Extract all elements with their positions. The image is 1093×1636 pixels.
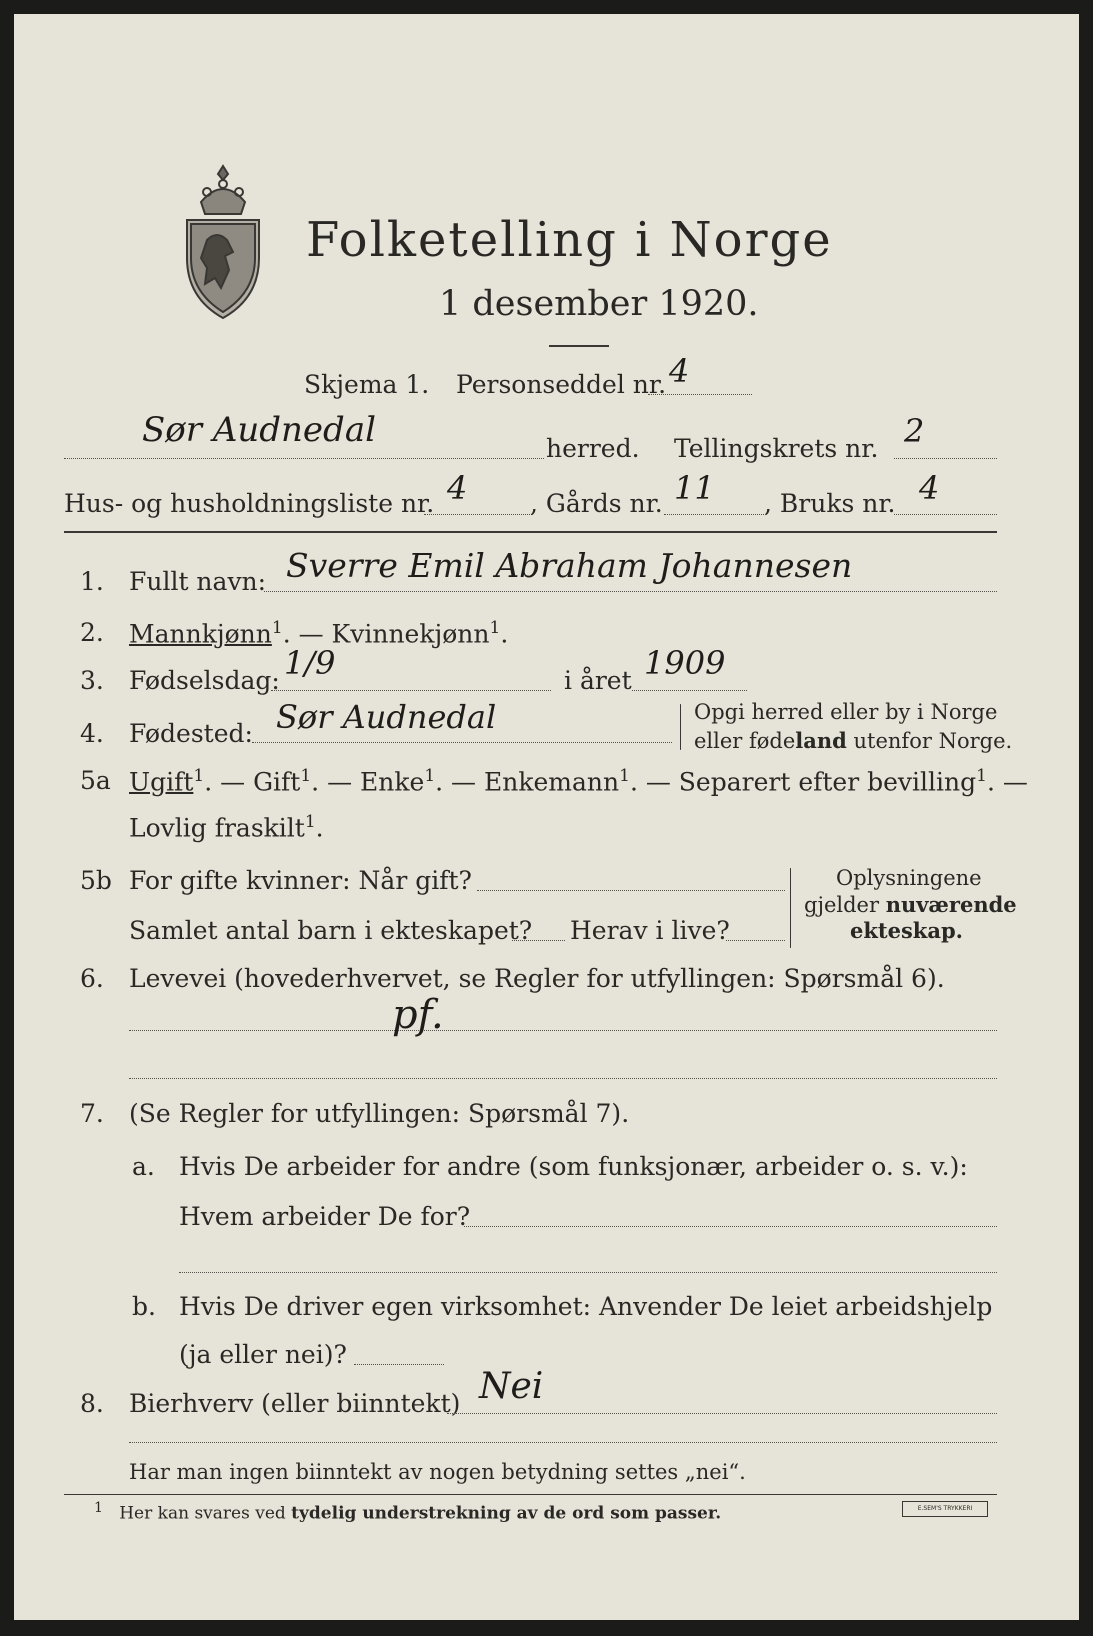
herred-value: Sør Audnedal	[142, 410, 376, 450]
q7b-question: (ja eller nei)?	[179, 1340, 347, 1369]
q2-male: Mannkjønn	[129, 619, 272, 649]
q5b-note1: Oplysningene	[836, 866, 982, 890]
skjema-label: Skjema 1.	[304, 370, 430, 399]
q8-note: Har man ingen biinntekt av nogen betydning settes „nei“.	[129, 1460, 746, 1484]
q1-number: 1.	[80, 567, 104, 596]
gards-label: , Gårds nr.	[530, 489, 663, 518]
q4-label: Fødested:	[129, 719, 253, 748]
q7a-text: Hvis De arbeider for andre (som funksjonær, arbeider o. s. v.):	[179, 1152, 968, 1181]
q4-place-value: Sør Audnedal	[276, 698, 497, 736]
q1-label: Fullt navn:	[129, 567, 267, 596]
q5b-number: 5b	[80, 866, 112, 895]
q6-label: Levevei (hovederhvervet, se Regler for utfyllingen: Spørsmål 6).	[129, 964, 945, 993]
q2-number: 2.	[80, 618, 104, 647]
q6-occupation-value: pf.	[392, 992, 444, 1038]
q3-label: Fødselsdag:	[129, 666, 280, 695]
personseddel-label: Personseddel nr.	[456, 370, 667, 399]
hus-label: Hus- og husholdningsliste nr.	[64, 489, 435, 518]
form-title: Folketelling i Norge	[306, 212, 833, 268]
q5b-label3: Herav i live?	[570, 916, 730, 945]
q8-number: 8.	[80, 1389, 104, 1418]
gards-value: 11	[674, 469, 715, 507]
q7b-text: Hvis De driver egen virksomhet: Anvender De leiet arbeidshjelp	[179, 1292, 993, 1321]
q1-name-value: Sverre Emil Abraham Johannesen	[286, 546, 853, 585]
q5a-number: 5a	[80, 766, 111, 795]
q6-number: 6.	[80, 964, 104, 993]
census-form	[14, 14, 1079, 1620]
q5b-note3: ekteskap.	[850, 918, 963, 943]
q2-female: Kvinnekjønn	[331, 619, 490, 649]
q3-day-value: 1/9	[284, 644, 336, 682]
footnote: $^1$ Her kan svares ved tydelig understrekning av de ord som passer.	[94, 1500, 722, 1524]
form-date: 1 desember 1920.	[439, 284, 759, 324]
q5a-options: Ugift$^1$. — Gift$^1$. — Enke$^1$. — Enkemann$^1$. — Separert efter bevilling$^1$. —	[129, 766, 1028, 797]
header-rule	[64, 531, 997, 533]
q8-label: Bierhverv (eller biinntekt)	[129, 1389, 461, 1418]
bruks-value: 4	[919, 469, 940, 507]
q7-label: (Se Regler for utfyllingen: Spørsmål 7).	[129, 1099, 630, 1128]
q2-options: Mannkjønn$^1$. — Kvinnekjønn$^1$.	[129, 618, 509, 649]
personseddel-value: 4	[669, 352, 690, 390]
q8-value: Nei	[479, 1366, 544, 1407]
coat-of-arms-icon	[177, 162, 269, 324]
q3-year-value: 1909	[644, 644, 726, 682]
q5a-line2: Lovlig fraskilt$^1$.	[129, 812, 324, 843]
q7b-letter: b.	[132, 1292, 156, 1321]
footer-rule	[64, 1494, 997, 1495]
bruks-label: , Bruks nr.	[764, 489, 896, 518]
q7a-letter: a.	[132, 1152, 155, 1181]
q3-year-label: i året	[564, 666, 632, 695]
q5b-label2: Samlet antal barn i ekteskapet?	[129, 916, 533, 945]
q3-number: 3.	[80, 666, 104, 695]
q5b-note2: gjelder nuværende	[804, 892, 1017, 917]
q5b-label1: For gifte kvinner: Når gift?	[129, 866, 472, 895]
hus-value: 4	[447, 469, 468, 507]
q7-number: 7.	[80, 1099, 104, 1128]
q4-number: 4.	[80, 719, 104, 748]
q4-note-line2: eller fødeland utenfor Norge.	[694, 728, 1013, 753]
herred-label: herred.	[546, 434, 640, 463]
title-divider	[549, 345, 609, 347]
tellingskrets-value: 2	[904, 412, 925, 450]
tellingskrets-label: Tellingskrets nr.	[674, 434, 879, 463]
q7a-question: Hvem arbeider De for?	[179, 1202, 471, 1231]
q4-note-line1: Opgi herred eller by i Norge	[694, 700, 998, 724]
printer-stamp: E.SEM'S TRYKKERI	[902, 1501, 988, 1517]
